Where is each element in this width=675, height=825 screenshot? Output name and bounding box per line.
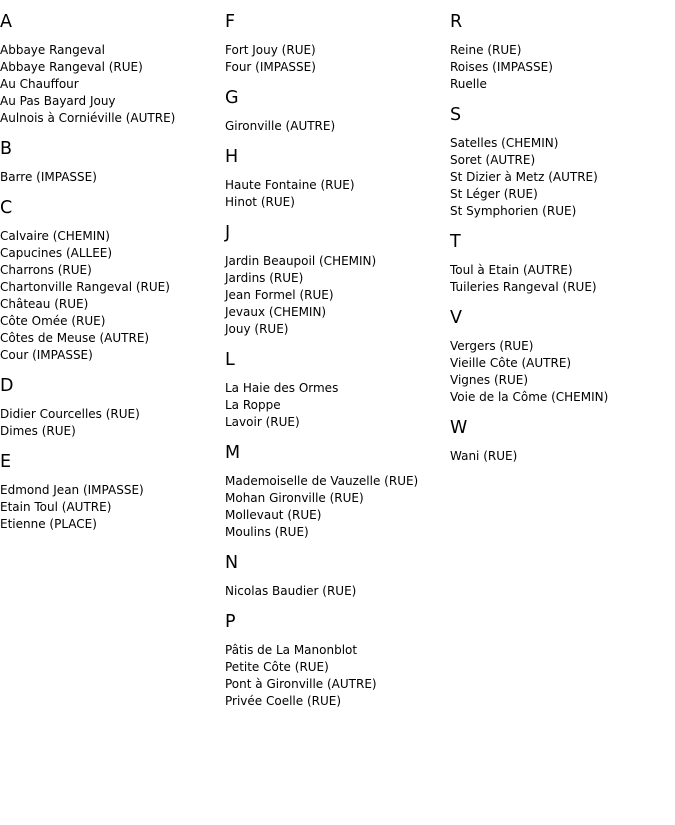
street-item: Aulnois à Corniéville (AUTRE) [0, 111, 176, 125]
letter-group-j [225, 211, 450, 338]
column-3 [450, 0, 675, 465]
street-item: Pont à Gironville (AUTRE) [225, 677, 377, 691]
letter-group-d [0, 364, 225, 440]
street-item: Etain Toul (AUTRE) [0, 500, 112, 514]
street-item: Jardin Beaupoil (CHEMIN) [225, 254, 377, 268]
street-item: Jouy (RUE) [225, 322, 289, 336]
street-item: Ruelle [450, 77, 487, 91]
street-list [0, 169, 225, 186]
street-item: Charrons (RUE) [0, 263, 92, 277]
section-letter: C [0, 198, 13, 218]
street-list [225, 177, 450, 211]
letter-group-v [450, 296, 675, 406]
street-item: Barre (IMPASSE) [0, 170, 97, 184]
letter-group-h [225, 135, 450, 211]
street-item: Vieille Côte (AUTRE) [450, 356, 572, 370]
street-item: Jardins (RUE) [225, 271, 304, 285]
street-item: Moulins (RUE) [225, 525, 309, 539]
street-item: Edmond Jean (IMPASSE) [0, 483, 144, 497]
street-list [0, 228, 225, 364]
street-item: Jean Formel (RUE) [225, 288, 334, 302]
letter-group-b [0, 127, 225, 186]
section-letter: B [0, 139, 13, 159]
street-item: St Symphorien (RUE) [450, 204, 577, 218]
street-item: Four (IMPASSE) [225, 60, 316, 74]
street-item: Hinot (RUE) [225, 195, 295, 209]
street-item: Petite Côte (RUE) [225, 660, 329, 674]
letter-group-m [225, 431, 450, 541]
street-item: Privée Coelle (RUE) [225, 694, 342, 708]
street-item: Calvaire (CHEMIN) [0, 229, 110, 243]
street-list [450, 338, 675, 406]
street-item: Roises (IMPASSE) [450, 60, 553, 74]
section-letter: R [450, 12, 463, 32]
street-item: Gironville (AUTRE) [225, 119, 336, 133]
street-item: Fort Jouy (RUE) [225, 43, 316, 57]
letter-group-l [225, 338, 450, 431]
street-list [225, 642, 450, 710]
section-letter: J [225, 223, 231, 243]
street-item: St Léger (RUE) [450, 187, 538, 201]
letter-group-w [450, 406, 675, 465]
letter-group-e [0, 440, 225, 533]
section-letter: D [0, 376, 14, 396]
street-item: Haute Fontaine (RUE) [225, 178, 355, 192]
street-item: Vergers (RUE) [450, 339, 534, 353]
street-item: Mohan Gironville (RUE) [225, 491, 364, 505]
street-item: Vignes (RUE) [450, 373, 529, 387]
letter-group-r [450, 0, 675, 93]
street-item: St Dizier à Metz (AUTRE) [450, 170, 598, 184]
letter-group-s [450, 93, 675, 220]
street-list [225, 253, 450, 338]
letter-group-n [225, 541, 450, 600]
street-item: Pâtis de La Manonblot [225, 643, 358, 657]
letter-group-g [225, 76, 450, 135]
street-item: Abbaye Rangeval (RUE) [0, 60, 143, 74]
street-item: Jevaux (CHEMIN) [225, 305, 327, 319]
letter-group-c [0, 186, 225, 364]
letter-group-a [0, 0, 225, 127]
street-item: Reine (RUE) [450, 43, 522, 57]
letter-group-f [225, 0, 450, 76]
street-item: Château (RUE) [0, 297, 89, 311]
street-item: Abbaye Rangeval [0, 43, 105, 57]
column-2 [225, 0, 450, 710]
street-item: Toul à Etain (AUTRE) [450, 263, 573, 277]
street-item: Mademoiselle de Vauzelle (RUE) [225, 474, 419, 488]
street-item: Tuileries Rangeval (RUE) [450, 280, 597, 294]
street-list [225, 42, 450, 76]
section-letter: V [450, 308, 462, 328]
section-letter: P [225, 612, 236, 632]
section-letter: H [225, 147, 239, 167]
section-letter: F [225, 12, 236, 32]
street-item: Nicolas Baudier (RUE) [225, 584, 357, 598]
street-list [225, 583, 450, 600]
street-list [0, 42, 225, 127]
section-letter: T [450, 232, 461, 252]
street-list [450, 448, 675, 465]
street-list [225, 118, 450, 135]
section-letter: E [0, 452, 12, 472]
street-item: Etienne (PLACE) [0, 517, 97, 531]
street-item: Cour (IMPASSE) [0, 348, 93, 362]
street-list [0, 482, 225, 533]
street-item: Capucines (ALLEE) [0, 246, 113, 260]
street-list [450, 42, 675, 93]
street-item: Satelles (CHEMIN) [450, 136, 559, 150]
section-letter: S [450, 105, 462, 125]
street-item: Côtes de Meuse (AUTRE) [0, 331, 150, 345]
street-item: Dimes (RUE) [0, 424, 76, 438]
section-letter: W [450, 418, 468, 438]
section-letter: G [225, 88, 239, 108]
street-list [225, 380, 450, 431]
street-item: Voie de la Côme (CHEMIN) [450, 390, 609, 404]
street-list [225, 473, 450, 541]
street-item: Au Chauffour [0, 77, 79, 91]
street-list [450, 262, 675, 296]
column-1 [0, 0, 225, 533]
street-item: La Roppe [225, 398, 281, 412]
street-list [0, 406, 225, 440]
letter-group-p [225, 600, 450, 710]
street-item: Lavoir (RUE) [225, 415, 300, 429]
street-list [450, 135, 675, 220]
street-item: Côte Omée (RUE) [0, 314, 106, 328]
section-letter: A [0, 12, 12, 32]
section-letter: L [225, 350, 235, 370]
street-item: Au Pas Bayard Jouy [0, 94, 116, 108]
section-letter: N [225, 553, 239, 573]
street-item: Chartonville Rangeval (RUE) [0, 280, 170, 294]
street-item: Soret (AUTRE) [450, 153, 536, 167]
street-item: Mollevaut (RUE) [225, 508, 322, 522]
section-letter: M [225, 443, 241, 463]
letter-group-t [450, 220, 675, 296]
street-item: Didier Courcelles (RUE) [0, 407, 140, 421]
street-item: La Haie des Ormes [225, 381, 339, 395]
street-item: Wani (RUE) [450, 449, 518, 463]
